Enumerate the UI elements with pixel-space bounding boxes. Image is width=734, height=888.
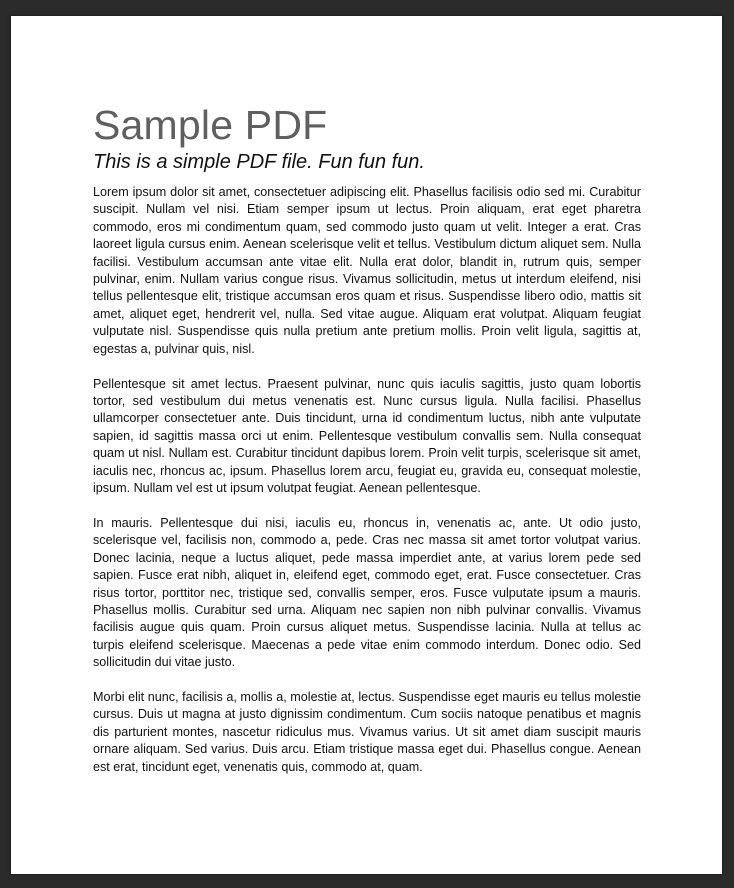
paragraph-4: Morbi elit nunc, facilisis a, mollis a, molestie at, lectus. Suspendisse eget mauris eu tellus molestie cursus. Duis ut magna at justo dignissim condimentum. Cum sociis natoque penatibus et magnis dis parturient montes, nascetur ridiculus mus. Vivamus varius. Ut sit amet diam suscipit mauris ornare aliquam. Sed varius. Duis arcu. Etiam tristique massa eget dui. Phasellus congue. Aenean est erat, tincidunt eget, venenatis quis, commodo at, quam. — [93, 690, 641, 774]
pdf-page — [11, 16, 722, 874]
document-subtitle: This is a simple PDF file. Fun fun fun. — [93, 151, 425, 173]
paragraph-2: Pellentesque sit amet lectus. Praesent pulvinar, nunc quis iaculis sagittis, justo quam lobortis tortor, sed vestibulum dui metus venenatis est. Nunc cursus ligula. Nulla facilisi. Phasellus ullamcorper consectetuer ante. Duis tincidunt, urna id condimentum luctus, nibh ante vulputate sapien, id sagittis massa orci ut enim. Pellentesque vestibulum convallis sem. Nulla consequat quam ut nisl. Nullam est. Curabitur tincidunt dapibus lorem. Proin velit turpis, scelerisque sit amet, iaculis nec, rhoncus ac, ipsum. Phasellus lorem arcu, feugiat eu, gravida eu, consequat molestie, ipsum. Nullam vel est ut ipsum volutpat feugiat. Aenean pellentesque. — [93, 376, 641, 495]
document-title: Sample PDF — [93, 102, 328, 148]
paragraph-1: Lorem ipsum dolor sit amet, consectetuer adipiscing elit. Phasellus facilisis odio sed mi. Curabitur suscipit. Nullam vel nisi. Etiam semper ipsum ut lectus. Proin aliquam, erat eget pharetra commodo, eros mi condimentum quam, sed commodo justo quam ut velit. Integer a erat. Cras laoreet ligula cursus enim. Aenean scelerisque velit et tellus. Vestibulum dictum aliquet sem. Nulla facilisi. Vestibulum accumsan ante vitae elit. Nulla erat dolor, blandit in, rutrum quis, semper pulvinar, enim. Nullam varius congue risus. Vivamus sollicitudin, metus ut interdum eleifend, nisi tellus pellentesque elit, tristique accumsan eros quam et risus. Suspendisse libero odio, mattis sit amet, aliquet eget, hendrerit vel, nulla. Sed vitae augue. Aliquam erat volutpat. Aliquam feugiat vulputate nisl. Suspendisse quis nulla pretium ante pretium mollis. Proin velit ligula, sagittis at, egestas a, pulvinar quis, nisl. — [93, 185, 641, 356]
paragraph-3: In mauris. Pellentesque dui nisi, iaculis eu, rhoncus in, venenatis ac, ante. Ut odio justo, scelerisque vel, facilisis non, commodo a, pede. Cras nec massa sit amet tortor volutpat varius. Donec lacinia, neque a luctus aliquet, pede massa imperdiet ante, at varius lorem pede sed sapien. Fusce erat nibh, aliquet in, eleifend eget, commodo eget, erat. Fusce consectetuer. Cras risus tortor, porttitor nec, tristique sed, convallis semper, eros. Fusce vulputate ipsum a mauris. Phasellus mollis. Curabitur sed urna. Aliquam nec sapien non nibh pulvinar convallis. Vivamus facilisis augue quis quam. Proin cursus aliquet metus. Suspendisse lacinia. Nulla at tellus ac turpis eleifend scelerisque. Maecenas a pede vitae enim commodo interdum. Donec odio. Sed sollicitudin dui vitae justo. — [93, 515, 641, 670]
